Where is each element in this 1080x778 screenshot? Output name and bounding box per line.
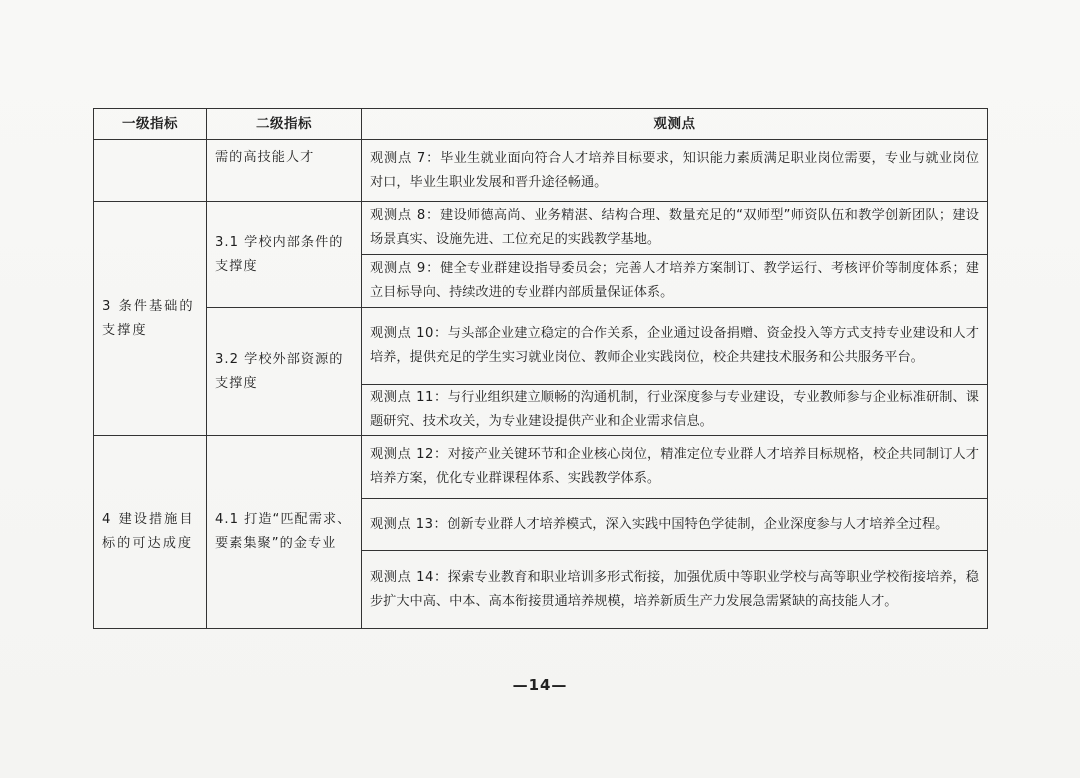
observation-label: 观测点 10： — [370, 326, 448, 341]
table-header-row — [94, 109, 988, 140]
observation-text: 创新专业群人才培养模式，深入实践中国特色学徒制，企业深度参与人才培养全过程。 — [447, 516, 949, 532]
level2-cell: 3.2 学校外部资源的支撑度 — [207, 308, 362, 436]
observation-cell — [362, 436, 988, 499]
observation-cell — [362, 499, 988, 551]
header-level2: 二级指标 — [207, 109, 362, 140]
level1-cell — [94, 140, 207, 202]
level2-cell: 3.1 学校内部条件的支撑度 — [207, 202, 362, 308]
observation-label: 观测点 14： — [370, 569, 448, 585]
table-row — [94, 436, 988, 499]
header-level1: 一级指标 — [94, 109, 207, 140]
observation-text: 对接产业关键环节和企业核心岗位，精准定位专业群人才培养目标规格，校企共同制订人才培养方案，优化专业群课程体系、实践教学体系。 — [370, 447, 979, 486]
observation-text: 与头部企业建立稳定的合作关系，企业通过设备捐赠、资金投入等方式支持专业建设和人才培养，提供充足的学生实习就业岗位、教师企业实践岗位，校企共建技术服务和公共服务平台。 — [370, 326, 979, 365]
observation-cell — [362, 140, 988, 202]
indicator-table — [93, 108, 988, 629]
observation-text: 探索专业教育和职业培训多形式衔接，加强优质中等职业学校与高等职业学校衔接培养，稳步扩大中高、中本、高本衔接贯通培养规模，培养新质生产力发展急需紧缺的高技能人才。 — [370, 569, 979, 609]
observation-label: 观测点 12： — [370, 447, 448, 462]
level1-cell: 4 建设措施目标的可达成度 — [94, 436, 207, 629]
observation-label: 观测点 11： — [370, 390, 448, 405]
observation-cell — [362, 385, 988, 436]
level2-cell: 需的高技能人才 — [207, 140, 362, 202]
table-row — [94, 140, 988, 202]
observation-label: 观测点 8： — [370, 208, 440, 223]
observation-cell — [362, 255, 988, 308]
observation-cell — [362, 202, 988, 255]
page-number: —14— — [512, 676, 568, 694]
observation-text: 与行业组织建立顺畅的沟通机制，行业深度参与专业建设，专业教师参与企业标准研制、课题研究、技术攻关，为专业建设提供产业和企业需求信息。 — [370, 390, 979, 429]
observation-text: 健全专业群建设指导委员会；完善人才培养方案制订、教学运行、考核评价等制度体系；建立目标导向、持续改进的专业群内部质量保证体系。 — [370, 261, 979, 300]
observation-label: 观测点 13： — [370, 516, 448, 532]
table-row — [94, 308, 988, 385]
level2-cell: 4.1 打造“匹配需求、要素集聚”的金专业 — [207, 436, 362, 629]
observation-label: 观测点 7： — [370, 150, 441, 166]
observation-text: 毕业生就业面向符合人才培养目标要求，知识能力素质满足职业岗位需要，专业与就业岗位对口，毕业生职业发展和晋升途径畅通。 — [370, 150, 979, 190]
observation-cell — [362, 551, 988, 629]
header-observation: 观测点 — [362, 109, 988, 140]
observation-cell — [362, 308, 988, 385]
table-row — [94, 202, 988, 255]
observation-text: 建设师德高尚、业务精湛、结构合理、数量充足的“双师型”师资队伍和教学创新团队；建设场景真实、设施先进、工位充足的实践教学基地。 — [370, 208, 979, 247]
level1-cell: 3 条件基础的支撑度 — [94, 202, 207, 436]
observation-label: 观测点 9： — [370, 261, 441, 276]
